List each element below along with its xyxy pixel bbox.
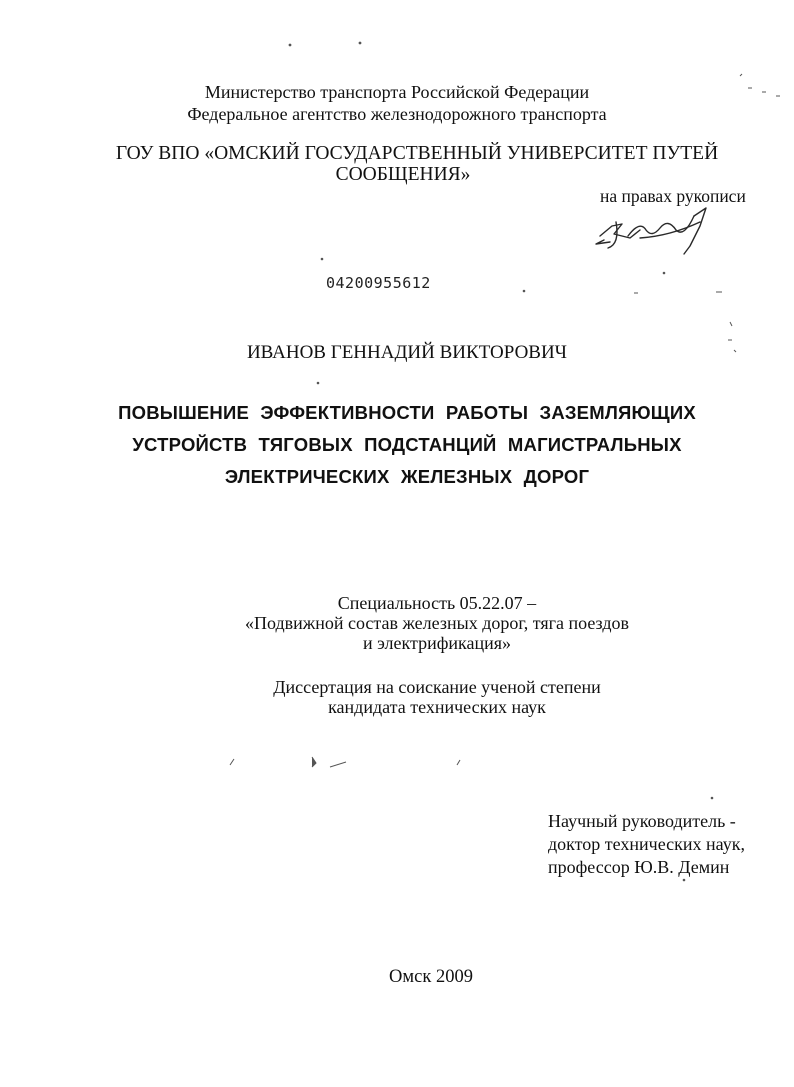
supervisor-role: Научный руководитель - [548,811,736,831]
city-year: Омск 2009 [389,967,473,987]
specialty-line3: и электрификация» [362,633,512,653]
ministry-name: Министерство транспорта Российской Федерации [204,82,590,102]
dissertation-title-line1: ПОВЫШЕНИЕ ЭФФЕКТИВНОСТИ РАБОТЫ ЗАЗЕМЛЯЮЩИХ [118,402,696,423]
specialty-line2: «Подвижной состав железных дорог, тяга поездов [245,613,629,633]
agency-name: Федеральное агентство железнодорожного транспорта [187,104,607,124]
dissertation-title-line3: ЭЛЕКТРИЧЕСКИХ ЖЕЛЕЗНЫХ ДОРОГ [224,466,590,487]
university-name-line2: СООБЩЕНИЯ» [335,164,471,185]
supervisor-degree: доктор технических наук, [548,834,745,854]
signature-icon [596,208,706,254]
registry-number: 04200955612 [326,274,431,292]
dissertation-title-line2: УСТРОЙСТВ ТЯГОВЫХ ПОДСТАНЦИЙ МАГИСТРАЛЬНЫХ [132,434,682,455]
rights-note: на правах рукописи [600,186,746,206]
university-name-line1: ГОУ ВПО «ОМСКИЙ ГОСУДАРСТВЕННЫЙ УНИВЕРСИТЕТ ПУТЕЙ [115,143,719,164]
specialty-line1: Специальность 05.22.07 – [337,593,537,613]
degree-line1: Диссертация на соискание ученой степени [273,677,601,697]
degree-line2: кандидата технических наук [328,697,546,717]
supervisor-name: профессор Ю.В. Демин [548,857,730,877]
author-name: ИВАНОВ ГЕННАДИЙ ВИКТОРОВИЧ [246,342,568,363]
